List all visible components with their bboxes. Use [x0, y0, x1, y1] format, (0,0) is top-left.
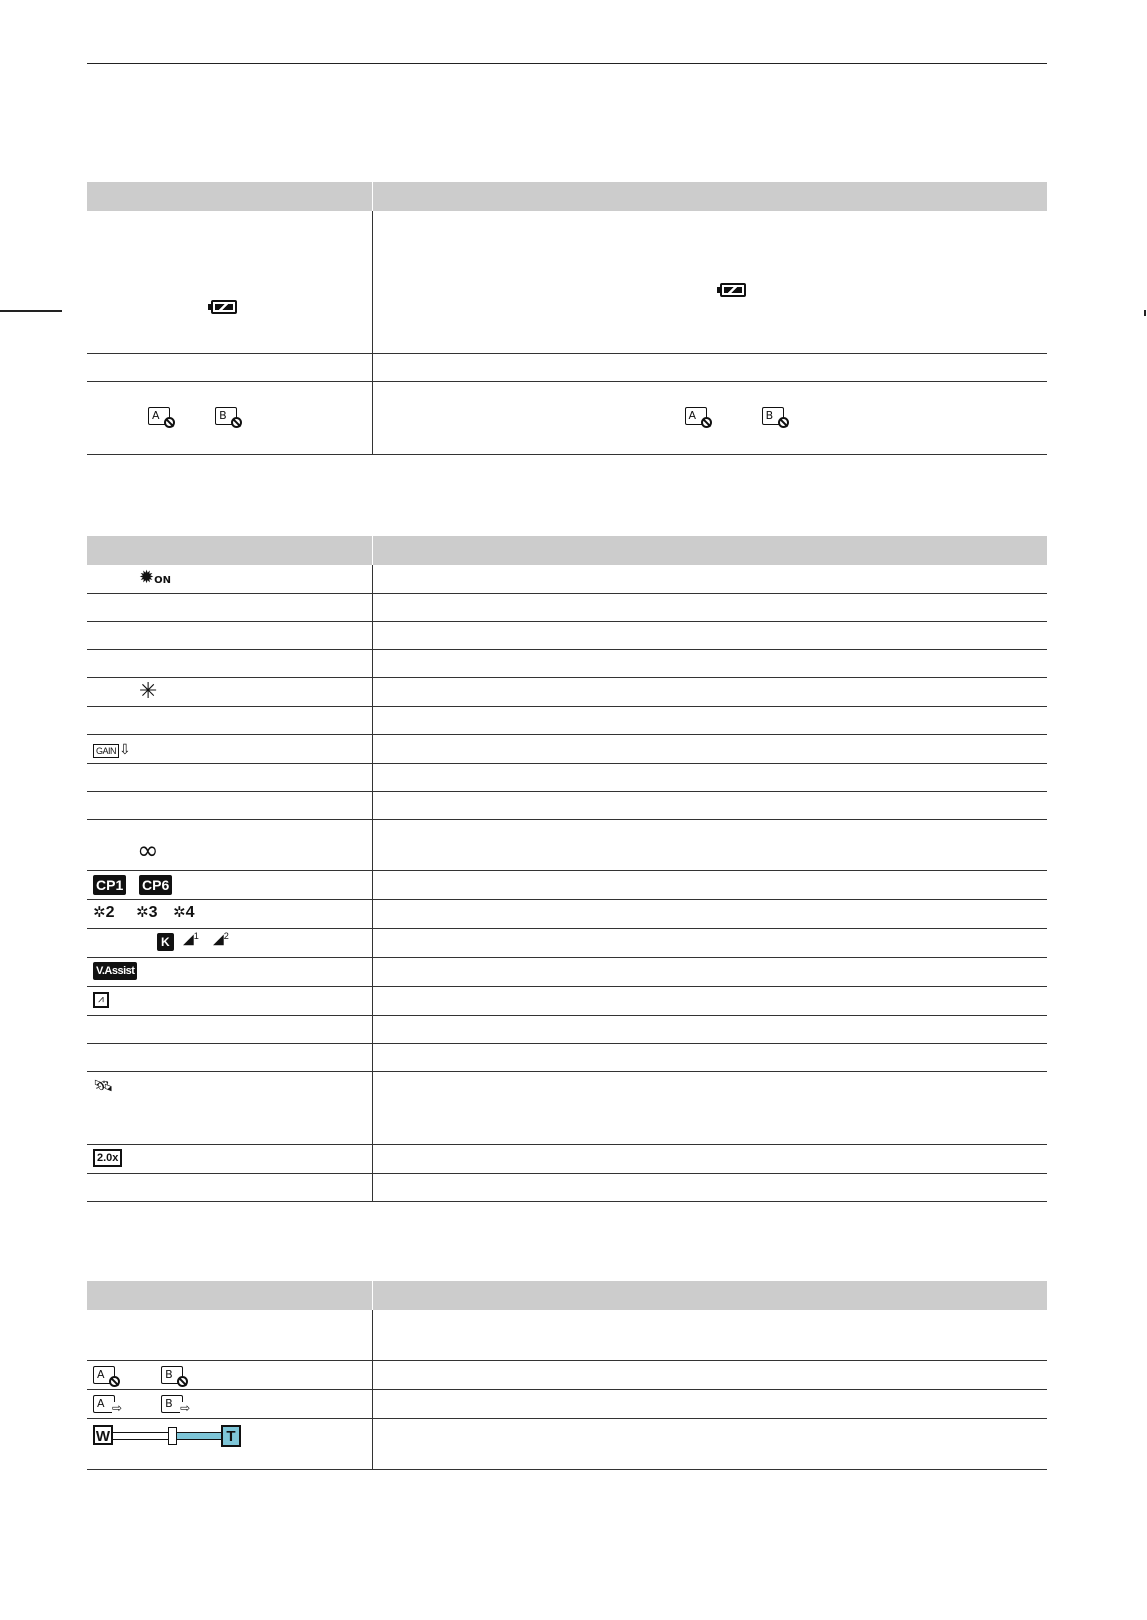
table-cell	[372, 929, 1047, 958]
gain-label: GAIN	[93, 744, 119, 758]
header-col-2	[372, 182, 1047, 211]
teleconverter-icon: 2.0x	[93, 1149, 122, 1167]
table-cell	[87, 211, 372, 354]
table-cell	[87, 354, 372, 382]
table-3	[87, 1281, 1047, 1470]
table-cell	[87, 650, 372, 678]
page-side-mark-right	[1144, 310, 1146, 316]
card-a-relay-icon: A ⇨	[93, 1395, 115, 1413]
table-row	[87, 987, 1047, 1016]
table-cell	[372, 1389, 1047, 1418]
zoom-wide-label: W	[93, 1425, 113, 1445]
table-cell	[87, 594, 372, 622]
zoom-position-knob	[168, 1427, 177, 1445]
table-row	[87, 900, 1047, 929]
table-row	[87, 594, 1047, 622]
header-col-2	[372, 536, 1047, 565]
table-cell	[372, 1016, 1047, 1044]
header-col-2	[372, 1281, 1047, 1310]
table-cell	[372, 1360, 1047, 1389]
table-cell	[87, 958, 372, 987]
card-letter: B	[165, 1367, 173, 1381]
table-header	[87, 1281, 1047, 1310]
table-row	[87, 1360, 1047, 1389]
table-cell	[372, 871, 1047, 900]
table-row	[87, 1044, 1047, 1072]
table-cell	[372, 594, 1047, 622]
table-cell	[87, 678, 372, 707]
table-cell	[372, 707, 1047, 735]
table-row	[87, 820, 1047, 871]
table-cell	[87, 565, 372, 594]
custom-picture-6-icon: CP6	[139, 875, 172, 895]
table-row	[87, 792, 1047, 820]
card-b-protect-icon	[215, 407, 237, 425]
table-header	[87, 182, 1047, 211]
card-letter: A	[97, 1367, 105, 1381]
table-cell	[372, 382, 1047, 455]
custom-button-4-icon: ✲4	[173, 903, 195, 921]
table-row	[87, 1145, 1047, 1174]
table-cell	[87, 622, 372, 650]
table-cell	[87, 707, 372, 735]
custom-button-2-icon: ✲2	[93, 903, 115, 921]
table-row	[87, 1174, 1047, 1202]
table-row	[87, 1016, 1047, 1044]
view-assist-icon: V.Assist	[93, 962, 137, 980]
page-top-rule	[87, 63, 1047, 64]
table-cell	[87, 1044, 372, 1072]
table-cell	[87, 871, 372, 900]
table-cell	[372, 958, 1047, 987]
zoom-tele-label: T	[221, 1425, 241, 1447]
table-cell	[87, 1072, 372, 1145]
table-cell	[372, 820, 1047, 871]
table-row	[87, 735, 1047, 764]
table-cell	[372, 900, 1047, 929]
header-col-1	[87, 1281, 372, 1310]
table-cell	[87, 1145, 372, 1174]
card-letter: A	[152, 409, 160, 422]
card-a-protect-icon	[685, 407, 707, 425]
table-cell	[372, 1145, 1047, 1174]
table-cell	[372, 735, 1047, 764]
table-cell	[372, 1072, 1047, 1145]
card-letter: B	[765, 409, 774, 422]
table-cell	[87, 735, 372, 764]
table-row	[87, 354, 1047, 382]
table-cell	[372, 1418, 1047, 1469]
table-cell	[372, 764, 1047, 792]
table-1	[87, 182, 1047, 455]
table-header	[87, 536, 1047, 565]
gps-icon: 🛰︎	[93, 1076, 114, 1095]
custom-on-icon: ✹ON	[139, 567, 171, 588]
table-cell	[87, 900, 372, 929]
table-cell	[372, 565, 1047, 594]
table-row	[87, 382, 1047, 455]
table-cell	[372, 354, 1047, 382]
card-b-relay-icon: B ⇨	[161, 1395, 183, 1413]
battery-icon	[211, 300, 237, 314]
battery-icon	[720, 283, 746, 297]
table-cell	[372, 792, 1047, 820]
table-row	[87, 871, 1047, 900]
table-cell	[87, 1174, 372, 1202]
zoom-bar	[93, 1425, 253, 1447]
table-row	[87, 929, 1047, 958]
table-cell	[87, 1389, 372, 1418]
card-letter: B	[219, 409, 227, 422]
table-row	[87, 764, 1047, 792]
table-row	[87, 565, 1047, 594]
table-cell	[87, 792, 372, 820]
custom-picture-1-icon: CP1	[93, 875, 126, 895]
table-cell	[372, 211, 1047, 354]
table-cell	[87, 1016, 372, 1044]
zoom-fill	[172, 1432, 221, 1440]
key-k-icon: K	[157, 933, 174, 951]
card-letter: A	[688, 409, 697, 422]
table-row	[87, 211, 1047, 354]
table-cell	[372, 1310, 1047, 1360]
infinity-icon: ∞	[137, 836, 159, 866]
table-cell	[87, 1360, 372, 1389]
page-side-mark	[0, 310, 62, 312]
table-cell	[372, 678, 1047, 707]
table-cell	[87, 987, 372, 1016]
card-letter: B	[165, 1396, 173, 1410]
custom-button-3-icon: ✲3	[136, 903, 158, 921]
card-a-protect-icon	[148, 407, 170, 425]
key-2-icon: ◢$^2$	[213, 931, 229, 948]
table-cell	[87, 820, 372, 871]
table-cell	[87, 929, 372, 958]
card-b-protect-icon	[161, 1366, 183, 1384]
header-col-1	[87, 536, 372, 565]
card-b-protect-icon	[762, 407, 784, 425]
table-row	[87, 622, 1047, 650]
table-row	[87, 1072, 1047, 1145]
table-2	[87, 536, 1047, 1202]
table-row	[87, 650, 1047, 678]
table-row	[87, 1418, 1047, 1469]
table-row	[87, 1389, 1047, 1418]
table-row	[87, 707, 1047, 735]
peaking-icon: ⩘	[93, 992, 109, 1008]
table-cell	[372, 987, 1047, 1016]
table-cell	[372, 650, 1047, 678]
table-cell	[87, 764, 372, 792]
gain-icon: GAIN ⇩	[93, 741, 131, 758]
table-cell	[372, 1044, 1047, 1072]
card-a-protect-icon	[93, 1366, 115, 1384]
table-cell	[372, 1174, 1047, 1202]
table-cell	[87, 1418, 372, 1469]
table-cell	[87, 1310, 372, 1360]
table-row	[87, 958, 1047, 987]
card-letter: A	[97, 1396, 105, 1410]
table-row	[87, 1310, 1047, 1360]
header-col-1	[87, 182, 372, 211]
table-row	[87, 678, 1047, 707]
table-cell	[87, 382, 372, 455]
table-cell	[372, 622, 1047, 650]
key-1-icon: ◢$^1$	[183, 931, 199, 948]
asterisk-icon: ✳	[139, 679, 158, 704]
